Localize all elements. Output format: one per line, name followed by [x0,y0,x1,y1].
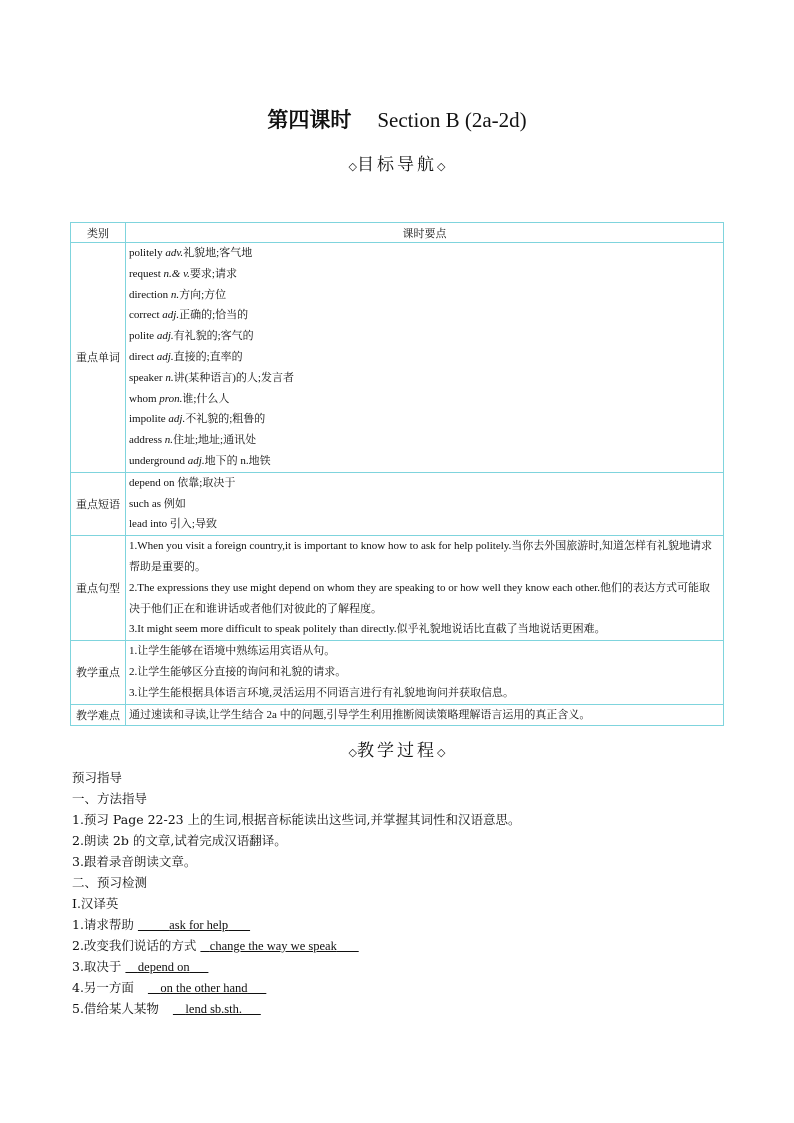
lesson-plan-table [70,222,724,726]
vocab-pos: n. [170,288,180,301]
lesson-label: 第四课时 [267,107,352,132]
vocab-word: whom [129,392,157,405]
sentence-list [126,536,724,641]
sub-heading: Ⅰ.汉译英 [72,896,119,911]
vocab-meaning: 要求;请求 [189,267,237,280]
vocab-meaning: 直接的;直率的 [173,350,243,363]
vocab-word: correct [129,309,160,322]
header-points: 课时要点 [126,223,724,243]
exercise-answer: lend sb.sth. [185,1002,243,1016]
exercise-answer: depend on [137,960,190,974]
vocab-word: impolite [129,413,166,426]
vocab-item [129,264,720,285]
vocab-pos: n. [165,371,174,384]
focus-label: 教学重点 [71,641,126,704]
diamond-icon: ◇ [348,160,357,173]
diamond-icon: ◇ [348,746,357,759]
vocab-word: polite [129,330,155,343]
vocab-meaning: 地下的 n.地铁 [204,454,271,467]
exercise-item [72,999,261,1017]
process-heading [0,736,794,761]
focus-row [71,641,724,704]
vocab-word: direct [129,350,155,363]
vocab-label: 重点单词 [71,243,126,473]
vocab-row [71,243,724,473]
phrase-label: 重点短语 [71,472,126,535]
phrase-item: lead into 引入;导致 [129,518,217,531]
vocab-item [129,285,720,306]
exercise-question: 1.请求帮助 [72,917,134,932]
exercise-answer: ask for help [169,918,229,932]
focus-list [126,641,724,704]
check-heading: 二、预习检测 [72,875,148,890]
exercise-item [72,936,359,954]
vocab-word: direction [129,288,169,301]
vocab-item [129,305,720,326]
exercise-question: 3.取决于 [72,959,122,974]
phrase-item: such as 例如 [129,497,186,510]
sentence-label: 重点句型 [71,536,126,641]
vocab-item [129,368,720,389]
exercise-item [72,978,266,996]
difficulty-text [126,704,724,726]
vocab-meaning: 礼貌地;客气地 [183,247,253,259]
vocab-pos: adv. [165,247,184,259]
preview-heading: 预习指导 [72,770,123,785]
method-heading: 一、方法指导 [72,791,148,806]
method-item: 1.预习 Page 22-23 上的生词,根据音标能读出这些词,并掌握其词性和汉语意思。 [72,812,521,827]
vocab-meaning: 谁;什么人 [182,392,230,405]
vocab-pos: n.& v. [163,267,190,280]
focus-item: 1.让学生能够在语境中熟练运用宾语从句。 [129,645,336,658]
vocab-item [129,409,720,430]
diamond-icon: ◇ [437,746,446,759]
vocab-word: address [129,434,162,447]
difficulty-row [71,704,724,726]
vocab-pos: adj. [156,330,174,343]
vocab-pos: adj. [156,350,174,363]
phrase-item: depend on 依靠;取决于 [129,476,236,489]
vocab-meaning: 不礼貌的;粗鲁的 [185,413,266,426]
exercise-answer: change the way we speak [209,939,337,953]
vocab-word: politely [129,247,163,259]
vocab-meaning: 方向;方位 [179,288,227,301]
vocab-pos: pron. [159,392,183,405]
goals-heading [0,150,794,175]
exercise-item [72,915,250,933]
vocab-word: speaker [129,371,163,384]
exercise-question: 5.借给某人某物 [72,1001,159,1016]
exercise-answer: on the other hand [160,981,248,995]
method-item: 2.朗读 2b 的文章,试着完成汉语翻译。 [72,833,287,848]
difficulty-label: 教学难点 [71,704,126,726]
vocab-word: request [129,267,161,280]
exercise-item [72,957,208,975]
sentence-item: 3.It might seem more difficult to speak politely than directly.似乎礼貌地说话比直截了当地说话更困难。 [129,623,606,636]
header-category: 类别 [71,223,126,243]
vocab-item [129,430,720,451]
method-item: 3.跟着录音朗读文章。 [72,854,197,869]
vocab-item [129,389,720,410]
focus-item: 3.让学生能根据具体语言环境,灵活运用不同语言进行有礼貌地询问并获取信息。 [129,686,514,699]
vocab-meaning: 有礼貌的;客气的 [173,330,254,343]
vocab-item [129,326,720,347]
phrase-row [71,472,724,535]
vocab-pos: n. [164,434,173,447]
page-title [0,104,794,134]
vocab-meaning: 住址;地址;通讯处 [173,434,257,447]
vocab-pos: adj. [168,413,186,426]
section-label: Section B (2a-2d) [377,108,527,132]
vocab-item [129,451,720,472]
vocab-meaning: 正确的;恰当的 [179,309,249,322]
diamond-icon: ◇ [437,160,446,173]
vocab-word: underground [129,454,186,467]
difficulty-item: 通过速读和寻读,让学生结合 2a 中的问题,引导学生利用推断阅读策略理解语言运用的真正含义。 [129,708,591,721]
sentence-row [71,536,724,641]
phrase-list [126,472,724,535]
vocab-pos: adj. [187,454,205,467]
goals-heading-text: 目标导航 [357,155,437,175]
vocab-list [126,243,724,473]
table-header-row [71,223,724,243]
exercise-question: 4.另一方面 [72,980,134,995]
vocab-pos: adj. [162,309,180,322]
focus-item: 2.让学生能够区分直接的询问和礼貌的请求。 [129,665,347,678]
vocab-item [129,347,720,368]
sentence-item: 1.When you visit a foreign country,it is important to know how to ask for help politely.当你去外国旅游时,知道怎样有礼貌地请求帮助是重要的。 [129,540,713,573]
vocab-meaning: 讲(某种语言)的人;发言者 [173,371,294,384]
exercise-question: 2.改变我们说话的方式 [72,938,197,953]
vocab-item [129,243,720,264]
process-heading-text: 教学过程 [357,741,437,761]
sentence-item: 2.The expressions they use might depend on whom they are speaking to or how well they know each other.他们的表达方式可能取决于他们正在和谁讲话或者他们对彼此的了解程度。 [129,581,711,615]
